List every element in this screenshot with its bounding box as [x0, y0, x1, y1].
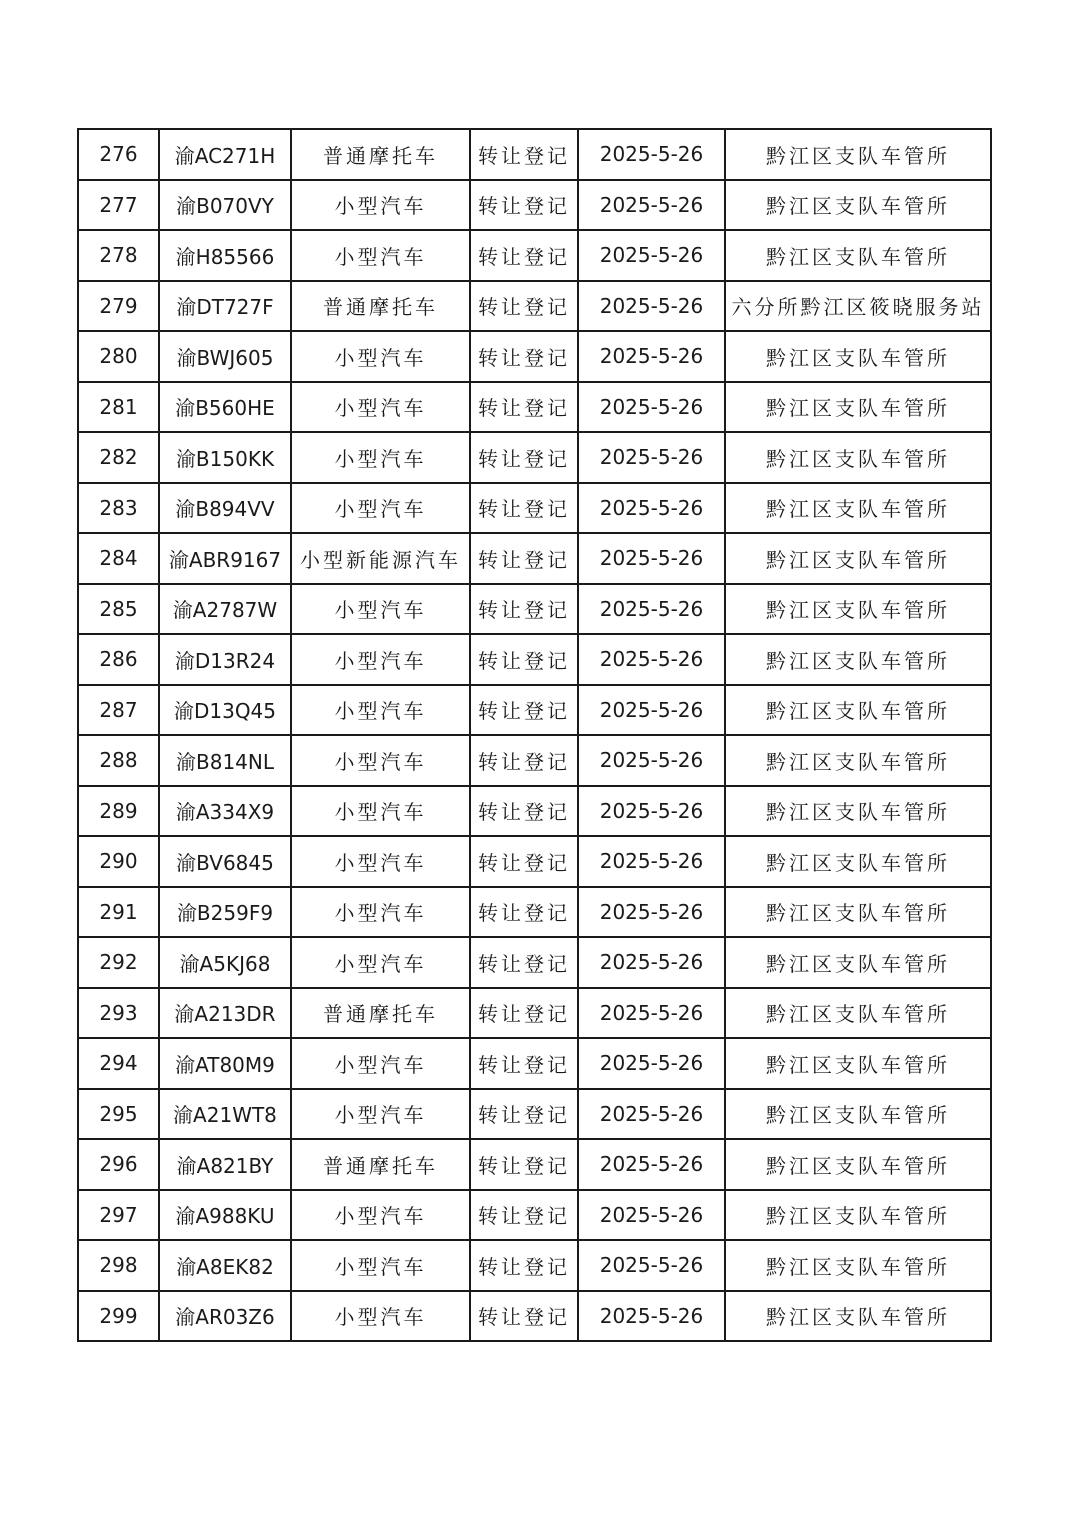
cell-date: 2025-5-26 — [578, 382, 725, 433]
cell-serial-number: 294 — [78, 1038, 159, 1089]
cell-plate-number: 渝B150KK — [159, 432, 291, 483]
cell-vehicle-type: 小型汽车 — [291, 432, 470, 483]
cell-serial-number: 283 — [78, 483, 159, 534]
cell-plate-number: 渝D13Q45 — [159, 685, 291, 736]
table-row — [78, 786, 991, 837]
cell-serial-number: 281 — [78, 382, 159, 433]
cell-business-type: 转让登记 — [470, 1190, 578, 1241]
cell-date: 2025-5-26 — [578, 634, 725, 685]
table-row — [78, 129, 991, 180]
cell-office: 六分所黔江区筱晓服务站 — [725, 281, 991, 332]
cell-plate-number: 渝H85566 — [159, 230, 291, 281]
cell-serial-number: 280 — [78, 331, 159, 382]
table-row — [78, 382, 991, 433]
cell-plate-number: 渝A21WT8 — [159, 1089, 291, 1140]
cell-date: 2025-5-26 — [578, 1240, 725, 1291]
cell-date: 2025-5-26 — [578, 685, 725, 736]
cell-office: 黔江区支队车管所 — [725, 1291, 991, 1342]
cell-serial-number: 276 — [78, 129, 159, 180]
cell-plate-number: 渝A5KJ68 — [159, 937, 291, 988]
cell-plate-number: 渝B894VV — [159, 483, 291, 534]
cell-plate-number: 渝D13R24 — [159, 634, 291, 685]
cell-date: 2025-5-26 — [578, 735, 725, 786]
cell-office: 黔江区支队车管所 — [725, 1038, 991, 1089]
cell-date: 2025-5-26 — [578, 129, 725, 180]
cell-plate-number: 渝BWJ605 — [159, 331, 291, 382]
cell-date: 2025-5-26 — [578, 1139, 725, 1190]
cell-vehicle-type: 小型汽车 — [291, 1089, 470, 1140]
table-row — [78, 432, 991, 483]
cell-serial-number: 299 — [78, 1291, 159, 1342]
cell-business-type: 转让登记 — [470, 230, 578, 281]
cell-business-type: 转让登记 — [470, 685, 578, 736]
registration-table-container — [77, 128, 992, 1342]
cell-business-type: 转让登记 — [470, 1240, 578, 1291]
cell-vehicle-type: 小型汽车 — [291, 483, 470, 534]
cell-serial-number: 295 — [78, 1089, 159, 1140]
cell-plate-number: 渝B070VY — [159, 180, 291, 231]
cell-serial-number: 277 — [78, 180, 159, 231]
cell-plate-number: 渝A988KU — [159, 1190, 291, 1241]
cell-vehicle-type: 小型汽车 — [291, 786, 470, 837]
cell-plate-number: 渝AC271H — [159, 129, 291, 180]
cell-date: 2025-5-26 — [578, 1038, 725, 1089]
cell-vehicle-type: 小型汽车 — [291, 887, 470, 938]
cell-business-type: 转让登记 — [470, 180, 578, 231]
cell-serial-number: 287 — [78, 685, 159, 736]
cell-office: 黔江区支队车管所 — [725, 584, 991, 635]
cell-vehicle-type: 小型汽车 — [291, 1240, 470, 1291]
cell-serial-number: 284 — [78, 533, 159, 584]
cell-vehicle-type: 小型汽车 — [291, 1291, 470, 1342]
cell-date: 2025-5-26 — [578, 533, 725, 584]
cell-business-type: 转让登记 — [470, 432, 578, 483]
cell-vehicle-type: 小型汽车 — [291, 937, 470, 988]
cell-serial-number: 293 — [78, 988, 159, 1039]
cell-plate-number: 渝A2787W — [159, 584, 291, 635]
cell-vehicle-type: 小型汽车 — [291, 685, 470, 736]
table-row — [78, 1291, 991, 1342]
cell-date: 2025-5-26 — [578, 432, 725, 483]
table-row — [78, 180, 991, 231]
cell-vehicle-type: 小型新能源汽车 — [291, 533, 470, 584]
cell-plate-number: 渝A8EK82 — [159, 1240, 291, 1291]
cell-date: 2025-5-26 — [578, 331, 725, 382]
cell-date: 2025-5-26 — [578, 988, 725, 1039]
cell-business-type: 转让登记 — [470, 1089, 578, 1140]
cell-business-type: 转让登记 — [470, 331, 578, 382]
cell-plate-number: 渝A213DR — [159, 988, 291, 1039]
cell-date: 2025-5-26 — [578, 1190, 725, 1241]
cell-office: 黔江区支队车管所 — [725, 180, 991, 231]
cell-vehicle-type: 小型汽车 — [291, 1190, 470, 1241]
cell-date: 2025-5-26 — [578, 281, 725, 332]
cell-serial-number: 285 — [78, 584, 159, 635]
cell-office: 黔江区支队车管所 — [725, 887, 991, 938]
cell-office: 黔江区支队车管所 — [725, 331, 991, 382]
cell-date: 2025-5-26 — [578, 786, 725, 837]
cell-vehicle-type: 小型汽车 — [291, 230, 470, 281]
cell-serial-number: 286 — [78, 634, 159, 685]
cell-office: 黔江区支队车管所 — [725, 634, 991, 685]
cell-vehicle-type: 普通摩托车 — [291, 988, 470, 1039]
table-row — [78, 1038, 991, 1089]
cell-plate-number: 渝B560HE — [159, 382, 291, 433]
cell-office: 黔江区支队车管所 — [725, 937, 991, 988]
cell-plate-number: 渝A334X9 — [159, 786, 291, 837]
cell-business-type: 转让登记 — [470, 735, 578, 786]
cell-date: 2025-5-26 — [578, 584, 725, 635]
table-row — [78, 584, 991, 635]
table-row — [78, 1240, 991, 1291]
cell-date: 2025-5-26 — [578, 180, 725, 231]
registration-table — [77, 128, 992, 1342]
table-row — [78, 281, 991, 332]
cell-business-type: 转让登记 — [470, 281, 578, 332]
cell-serial-number: 298 — [78, 1240, 159, 1291]
cell-date: 2025-5-26 — [578, 887, 725, 938]
cell-vehicle-type: 小型汽车 — [291, 634, 470, 685]
cell-office: 黔江区支队车管所 — [725, 786, 991, 837]
cell-business-type: 转让登记 — [470, 634, 578, 685]
cell-date: 2025-5-26 — [578, 1089, 725, 1140]
cell-serial-number: 282 — [78, 432, 159, 483]
table-row — [78, 1190, 991, 1241]
cell-serial-number: 278 — [78, 230, 159, 281]
cell-business-type: 转让登记 — [470, 584, 578, 635]
cell-plate-number: 渝AT80M9 — [159, 1038, 291, 1089]
table-row — [78, 1139, 991, 1190]
cell-date: 2025-5-26 — [578, 230, 725, 281]
cell-vehicle-type: 小型汽车 — [291, 180, 470, 231]
cell-vehicle-type: 小型汽车 — [291, 836, 470, 887]
cell-office: 黔江区支队车管所 — [725, 230, 991, 281]
cell-office: 黔江区支队车管所 — [725, 1139, 991, 1190]
cell-office: 黔江区支队车管所 — [725, 432, 991, 483]
cell-office: 黔江区支队车管所 — [725, 129, 991, 180]
table-row — [78, 836, 991, 887]
cell-serial-number: 279 — [78, 281, 159, 332]
cell-office: 黔江区支队车管所 — [725, 1089, 991, 1140]
table-row — [78, 735, 991, 786]
cell-business-type: 转让登记 — [470, 988, 578, 1039]
cell-office: 黔江区支队车管所 — [725, 483, 991, 534]
cell-business-type: 转让登记 — [470, 786, 578, 837]
cell-business-type: 转让登记 — [470, 1291, 578, 1342]
table-row — [78, 533, 991, 584]
cell-office: 黔江区支队车管所 — [725, 836, 991, 887]
cell-plate-number: 渝A821BY — [159, 1139, 291, 1190]
table-row — [78, 937, 991, 988]
cell-date: 2025-5-26 — [578, 1291, 725, 1342]
table-row — [78, 685, 991, 736]
cell-serial-number: 296 — [78, 1139, 159, 1190]
cell-business-type: 转让登记 — [470, 1038, 578, 1089]
cell-date: 2025-5-26 — [578, 836, 725, 887]
table-row — [78, 1089, 991, 1140]
cell-vehicle-type: 小型汽车 — [291, 382, 470, 433]
cell-business-type: 转让登记 — [470, 483, 578, 534]
cell-business-type: 转让登记 — [470, 937, 578, 988]
cell-office: 黔江区支队车管所 — [725, 1190, 991, 1241]
cell-office: 黔江区支队车管所 — [725, 685, 991, 736]
cell-vehicle-type: 小型汽车 — [291, 584, 470, 635]
cell-office: 黔江区支队车管所 — [725, 1240, 991, 1291]
cell-office: 黔江区支队车管所 — [725, 382, 991, 433]
cell-serial-number: 291 — [78, 887, 159, 938]
cell-serial-number: 288 — [78, 735, 159, 786]
cell-vehicle-type: 普通摩托车 — [291, 1139, 470, 1190]
cell-vehicle-type: 普通摩托车 — [291, 129, 470, 180]
cell-serial-number: 297 — [78, 1190, 159, 1241]
cell-business-type: 转让登记 — [470, 836, 578, 887]
cell-plate-number: 渝B259F9 — [159, 887, 291, 938]
cell-office: 黔江区支队车管所 — [725, 533, 991, 584]
cell-serial-number: 290 — [78, 836, 159, 887]
cell-vehicle-type: 普通摩托车 — [291, 281, 470, 332]
cell-date: 2025-5-26 — [578, 937, 725, 988]
cell-date: 2025-5-26 — [578, 483, 725, 534]
table-row — [78, 634, 991, 685]
cell-serial-number: 289 — [78, 786, 159, 837]
cell-plate-number: 渝BV6845 — [159, 836, 291, 887]
cell-plate-number: 渝AR03Z6 — [159, 1291, 291, 1342]
cell-serial-number: 292 — [78, 937, 159, 988]
cell-business-type: 转让登记 — [470, 382, 578, 433]
table-body — [78, 129, 991, 1341]
table-row — [78, 988, 991, 1039]
cell-business-type: 转让登记 — [470, 1139, 578, 1190]
table-row — [78, 483, 991, 534]
cell-business-type: 转让登记 — [470, 533, 578, 584]
table-row — [78, 230, 991, 281]
cell-vehicle-type: 小型汽车 — [291, 331, 470, 382]
table-row — [78, 887, 991, 938]
cell-plate-number: 渝DT727F — [159, 281, 291, 332]
cell-plate-number: 渝ABR9167 — [159, 533, 291, 584]
cell-office: 黔江区支队车管所 — [725, 735, 991, 786]
cell-plate-number: 渝B814NL — [159, 735, 291, 786]
cell-business-type: 转让登记 — [470, 129, 578, 180]
cell-vehicle-type: 小型汽车 — [291, 1038, 470, 1089]
cell-vehicle-type: 小型汽车 — [291, 735, 470, 786]
cell-office: 黔江区支队车管所 — [725, 988, 991, 1039]
cell-business-type: 转让登记 — [470, 887, 578, 938]
table-row — [78, 331, 991, 382]
